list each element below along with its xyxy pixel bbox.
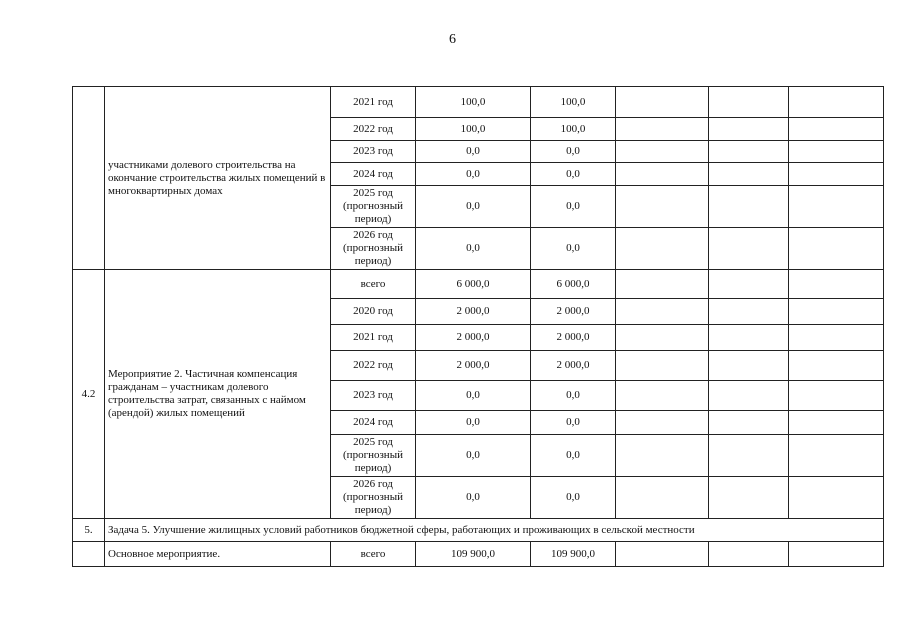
empty-cell	[789, 270, 884, 299]
row-number-cell	[73, 542, 105, 567]
period-cell: 2021 год	[331, 87, 416, 118]
period-cell: всего	[331, 542, 416, 567]
value-cell: 0,0	[531, 411, 616, 435]
empty-cell	[789, 163, 884, 186]
empty-cell	[616, 435, 709, 477]
empty-cell	[789, 325, 884, 351]
value-cell: 100,0	[416, 87, 531, 118]
value-cell: 100,0	[531, 118, 616, 141]
period-cell: 2022 год	[331, 118, 416, 141]
value-cell: 0,0	[416, 228, 531, 270]
value-cell: 2 000,0	[531, 351, 616, 381]
value-cell: 0,0	[416, 163, 531, 186]
period-cell: 2023 год	[331, 141, 416, 163]
empty-cell	[789, 381, 884, 411]
period-cell: 2021 год	[331, 325, 416, 351]
table-row	[73, 87, 884, 118]
empty-cell	[616, 411, 709, 435]
empty-cell	[709, 118, 789, 141]
row-number-cell	[73, 87, 105, 270]
value-cell: 0,0	[416, 186, 531, 228]
empty-cell	[789, 435, 884, 477]
value-cell: 0,0	[416, 381, 531, 411]
period-cell: всего	[331, 270, 416, 299]
empty-cell	[616, 87, 709, 118]
empty-cell	[616, 351, 709, 381]
value-cell: 0,0	[531, 381, 616, 411]
empty-cell	[789, 228, 884, 270]
empty-cell	[709, 351, 789, 381]
empty-cell	[709, 542, 789, 567]
empty-cell	[789, 477, 884, 519]
table-row	[73, 270, 884, 299]
empty-cell	[789, 118, 884, 141]
financing-table	[72, 86, 884, 567]
value-cell: 0,0	[531, 186, 616, 228]
value-cell: 100,0	[416, 118, 531, 141]
empty-cell	[616, 270, 709, 299]
period-cell: 2022 год	[331, 351, 416, 381]
empty-cell	[709, 325, 789, 351]
empty-cell	[709, 435, 789, 477]
value-cell: 109 900,0	[416, 542, 531, 567]
value-cell: 0,0	[416, 411, 531, 435]
value-cell: 0,0	[416, 141, 531, 163]
empty-cell	[709, 381, 789, 411]
empty-cell	[616, 118, 709, 141]
value-cell: 0,0	[416, 435, 531, 477]
empty-cell	[789, 411, 884, 435]
value-cell: 0,0	[531, 435, 616, 477]
empty-cell	[616, 299, 709, 325]
empty-cell	[616, 163, 709, 186]
period-cell: 2026 год (прогнозный период)	[331, 228, 416, 270]
empty-cell	[709, 270, 789, 299]
page-number: 6	[449, 32, 456, 47]
empty-cell	[789, 299, 884, 325]
value-cell: 2 000,0	[416, 325, 531, 351]
value-cell: 109 900,0	[531, 542, 616, 567]
value-cell: 0,0	[531, 228, 616, 270]
value-cell: 2 000,0	[531, 325, 616, 351]
period-cell: 2020 год	[331, 299, 416, 325]
value-cell: 6 000,0	[416, 270, 531, 299]
empty-cell	[616, 141, 709, 163]
value-cell: 2 000,0	[416, 299, 531, 325]
table-row	[73, 542, 884, 567]
empty-cell	[709, 299, 789, 325]
empty-cell	[789, 186, 884, 228]
value-cell: 100,0	[531, 87, 616, 118]
period-cell: 2024 год	[331, 163, 416, 186]
empty-cell	[709, 186, 789, 228]
table-row	[73, 519, 884, 542]
value-cell: 6 000,0	[531, 270, 616, 299]
empty-cell	[709, 411, 789, 435]
empty-cell	[616, 186, 709, 228]
empty-cell	[709, 477, 789, 519]
activity-description: участниками долевого строительства на окончание строительства жилых помещений в многоквартирных домах	[105, 87, 331, 270]
empty-cell	[616, 381, 709, 411]
empty-cell	[616, 325, 709, 351]
empty-cell	[709, 228, 789, 270]
value-cell: 2 000,0	[416, 351, 531, 381]
period-cell: 2026 год (прогнозный период)	[331, 477, 416, 519]
period-cell: 2025 год (прогнозный период)	[331, 435, 416, 477]
activity-description: Основное мероприятие.	[105, 542, 331, 567]
row-number-cell: 4.2	[73, 270, 105, 519]
row-number-cell: 5.	[73, 519, 105, 542]
empty-cell	[709, 163, 789, 186]
empty-cell	[789, 87, 884, 118]
period-cell: 2024 год	[331, 411, 416, 435]
value-cell: 2 000,0	[531, 299, 616, 325]
empty-cell	[616, 477, 709, 519]
empty-cell	[789, 141, 884, 163]
value-cell: 0,0	[531, 477, 616, 519]
empty-cell	[789, 542, 884, 567]
empty-cell	[709, 87, 789, 118]
period-cell: 2023 год	[331, 381, 416, 411]
value-cell: 0,0	[416, 477, 531, 519]
period-cell: 2025 год (прогнозный период)	[331, 186, 416, 228]
value-cell: 0,0	[531, 141, 616, 163]
activity-description: Мероприятие 2. Частичная компенсация гражданам – участникам долевого строительства затрат, связанных с наймом (арендой) жилых помещений	[105, 270, 331, 519]
empty-cell	[709, 141, 789, 163]
empty-cell	[789, 351, 884, 381]
task-heading: Задача 5. Улучшение жилищных условий работников бюджетной сферы, работающих и проживающих в сельской местности	[105, 519, 884, 542]
empty-cell	[616, 542, 709, 567]
empty-cell	[616, 228, 709, 270]
value-cell: 0,0	[531, 163, 616, 186]
